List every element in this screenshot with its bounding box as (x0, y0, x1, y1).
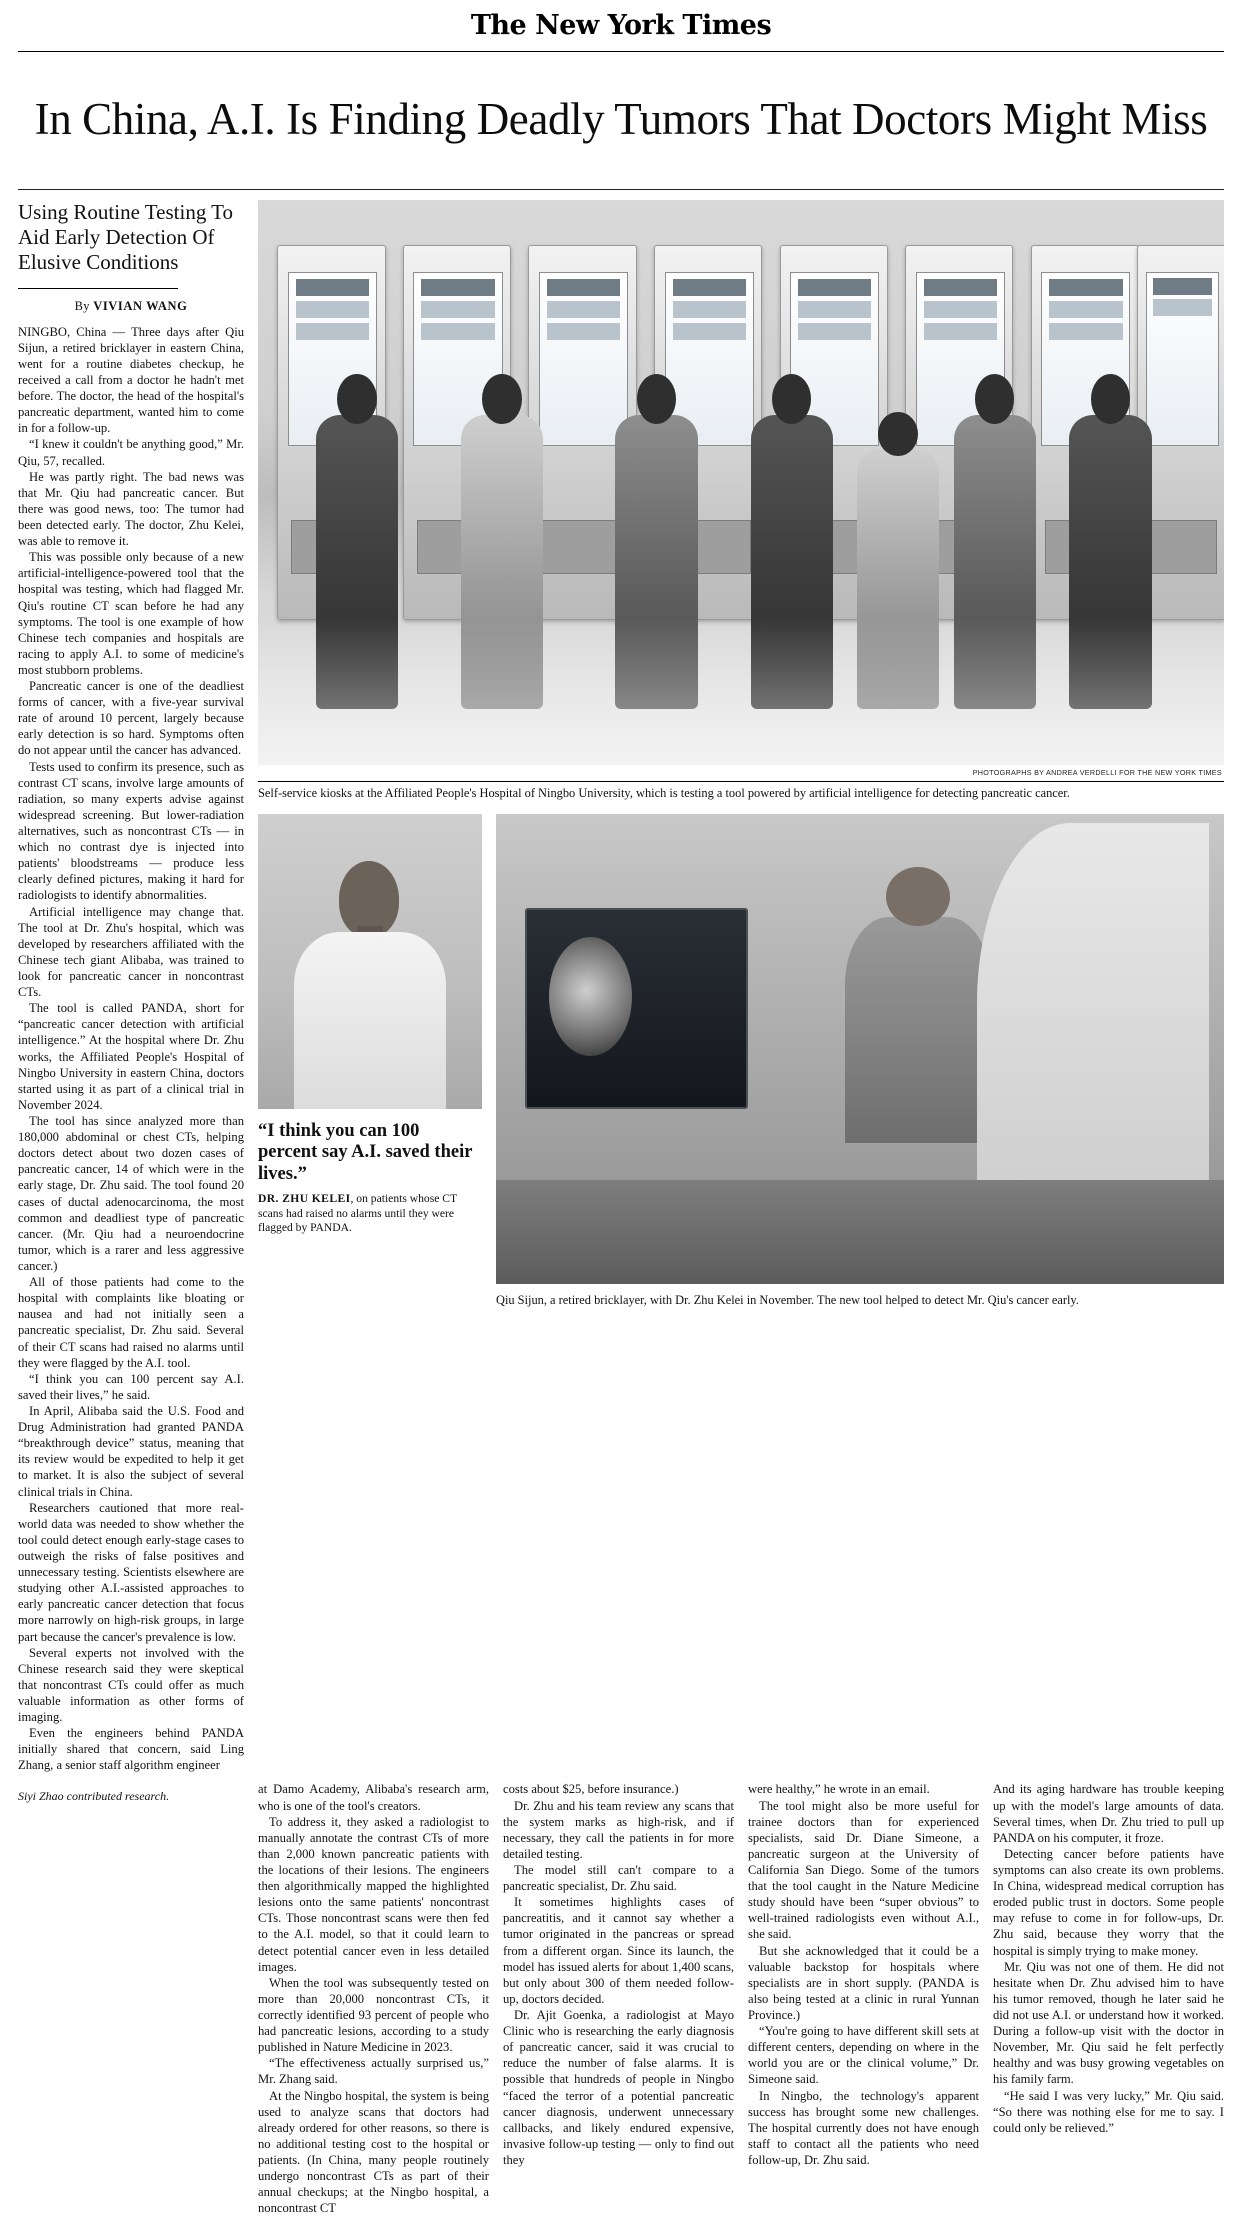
paragraph: This was possible only because of a new artificial-intelligence-powered tool that the hospital was testing, which had flagged Mr. Qiu's routine CT scan before he had any symptoms. The tool is one example of how Chinese tech companies and hospitals are racing to apply A.I. to some of medicine's most stubborn problems. (18, 550, 244, 677)
paragraph: The model still can't compare to a pancreatic specialist, Dr. Zhu said. (503, 1863, 734, 1894)
paragraph: at Damo Academy, Alibaba's research arm, who is one of the tool's creators. (258, 1782, 489, 1813)
photo-caption: Self-service kiosks at the Affiliated People's Hospital of Ningbo University, which is testing a tool powered by artificial intelligence for detecting pancreatic cancer. (258, 781, 1224, 802)
clinic-block (496, 814, 1224, 1309)
paragraph: The tool might also be more useful for trainee doctors than for experienced specialists, said Dr. Diane Simeone, a pancreatic surgeon at the University of California San Diego. Some of the tumors that the tool caught in the Nature Medicine study should have been “super obvious” to well-trained radiologists even without A.I., she said. (748, 1798, 979, 1942)
paragraph: All of those patients had come to the hospital with complaints like bloating or nausea and had not initially seen a pancreatic specialist, Dr. Zhu said. Several of their CT scans had raised no alarms until they were flagged by the A.I. tool. (18, 1275, 244, 1370)
paragraph: To address it, they asked a radiologist to manually annotate the contrast CTs of more than 2,000 known pancreatic patients with the locations of their lesions. The engineers then algorithmically mapped the highlighted lesions onto the same patients' noncontrast CTs. Those noncontrast scans were then fed to the A.I. model, so that it could learn to detect potential cancer even in less detailed images. (258, 1814, 489, 1974)
deck-rule (18, 288, 178, 289)
lower-column-spacer (18, 1781, 244, 2216)
paragraph: When the tool was subsequently tested on more than 20,000 noncontrast CTs, it correctly identified 93 percent of people who had pancreatic lesions, according to a study published in Nature Medicine in 2023. (258, 1975, 489, 2055)
paragraph: costs about $25, before insurance.) (503, 1782, 679, 1797)
paragraph: And its aging hardware has trouble keeping up with the model's large amounts of data. Several times, when Dr. Zhu tried to pull up PANDA on his computer, it froze. (993, 1782, 1224, 1845)
paragraph: In April, Alibaba said the U.S. Food and Drug Administration had granted PANDA “breakthrough device” status, meaning that its review would be expedited to help it get to market. It is also the subject of several clinical trials in China. (18, 1403, 244, 1499)
paragraph: NINGBO, China — Three days after Qiu Sijun, a retired bricklayer in eastern China, went for a routine diabetes checkup, he received a call from a doctor he hadn't met before. The doctor, the head of the hospital's pancreatic department, wanted him to come in for a follow-up. (18, 324, 244, 436)
paragraph: Artificial intelligence may change that. The tool at Dr. Zhu's hospital, which was developed by researchers affiliated with the Chinese tech giant Alibaba, was trained to look for pancreatic cancer in noncontrast CTs. (18, 904, 244, 1000)
paragraph: But she acknowledged that it could be a valuable backstop for hospitals where specialists are in short supply. (PANDA is also being tested at a clinic in rural Yunnan Province.) (748, 1943, 979, 2023)
paragraph: Even the engineers behind PANDA initially shared that concern, said Ling Zhang, a senior staff algorithm engineer (18, 1726, 244, 1773)
paragraph: Dr. Zhu and his team review any scans that the system marks as high-risk, and if necessary, they call the patients in for more detailed testing. (503, 1798, 734, 1861)
article-column-5 (993, 1781, 1224, 2216)
photo-kiosks (258, 200, 1224, 765)
byline-author: VIVIAN WANG (93, 298, 188, 313)
nyt-logo: The New York Times (470, 10, 772, 41)
paragraph: Pancreatic cancer is one of the deadliest forms of cancer, with a five-year survival rate of around 10 percent, largely because early detection is so hard. Symptoms often do not appear until the cancer has advanced. (18, 679, 244, 758)
paragraph: were healthy,” he wrote in an email. (748, 1782, 930, 1797)
paragraph: The tool is called PANDA, short for “pancreatic cancer detection with artificial intelligence.” At the hospital where Dr. Zhu works, the Affiliated People's Hospital of Ningbo University in eastern China, doctors started using it as part of a clinical trial in November 2024. (18, 1001, 244, 1112)
pull-quote-context: , on patients whose CT scans had raised no alarms until they were flagged by PANDA. (258, 1192, 457, 1235)
paragraph: Dr. Ajit Goenka, a radiologist at Mayo Clinic who is researching the early diagnosis of pancreatic cancer, said it was crucial to reduce the number of false alarms. It is possible that hundreds of people in Ningbo “faced the terror of a potential pancreatic cancer diagnosis, underwent unnecessary callbacks, and likely endured expensive, invasive follow-up testing — only to find out they (503, 2008, 734, 2167)
byline (18, 299, 244, 314)
deck-subhead: Using Routine Testing To Aid Early Detection Of Elusive Conditions (18, 200, 234, 275)
paragraph: “You're going to have different skill sets at different centers, depending on where in the world you are or the clinical volume,” Dr. Simeone said. (748, 2024, 979, 2087)
kiosk-scene (258, 200, 1224, 765)
paragraph: “I knew it couldn't be anything good,” Mr. Qiu, 57, recalled. (18, 437, 244, 468)
paragraph: Mr. Qiu was not one of them. He did not hesitate when Dr. Zhu advised him to have his tumor removed, though he later said he did not use A.I. or understand how it worked. During a follow-up visit with the doctor in November, Mr. Qiu said he felt perfectly healthy and was busy growing vegetables on his family farm. (993, 1959, 1224, 2087)
paragraph: “The effectiveness actually surprised us,” Mr. Zhang said. (258, 2056, 489, 2087)
article-column-1 (18, 324, 244, 1774)
pull-quote-attribution (258, 1192, 482, 1235)
article-column-4 (748, 1781, 979, 2216)
paragraph: He was partly right. The bad news was that Mr. Qiu had pancreatic cancer. But there was good news, too: The tumor had been detected early. The doctor, Zhu Kelei, was able to remove it. (18, 469, 244, 549)
photo-clinic (496, 814, 1224, 1284)
paragraph: At the Ningbo hospital, the system is being used to analyze scans that doctors had already ordered for other reasons, so there is no additional testing cost to the hospital or patients. (In China, many people routinely undergo noncontrast CTs as part of their annual checkups; at the Ningbo hospital, a noncontrast CT (258, 2088, 489, 2216)
paragraph: In Ningbo, the technology's apparent success has brought some new challenges. The hospital currently does not have enough staff to contact all the patients who need follow-up, Dr. Zhu said. (748, 2088, 979, 2167)
article-column-3 (503, 1781, 734, 2216)
paragraph: Several experts not involved with the Chinese research said they were skeptical that noncontrast CTs could offer as much valuable information as other forms of imaging. (18, 1645, 244, 1725)
paragraph: Tests used to confirm its presence, such as contrast CT scans, involve large amounts of radiation, so many experts advise against widespread screening. But lower-radiation alternatives, such as noncontrast CTs — in which no contrast dye is injected into patients' bloodstreams — produce less clearly defined pictures, making it hard for radiologists to identify abnormalities. (18, 759, 244, 903)
photo-caption: Qiu Sijun, a retired bricklayer, with Dr. Zhu Kelei in November. The new tool helped to detect Mr. Qiu's cancer early. (496, 1292, 1079, 1307)
photo-credit: PHOTOGRAPHS BY ANDREA VERDELLI FOR THE NEW YORK TIMES (972, 768, 1222, 778)
paragraph: “He said I was very lucky,” Mr. Qiu said. “So there was nothing else for me to say. I could only be relieved.” (993, 2088, 1224, 2135)
paragraph: It sometimes highlights cases of pancreatitis, and it cannot say whether a tumor originated in the pancreas or spread from a different organ. Since its launch, the model has issued alerts for about 1,400 scans, but only about 300 of them needed follow-up, doctors decided. (503, 1895, 734, 2006)
headline-block (0, 52, 1242, 179)
paragraph: “I think you can 100 percent say A.I. saved their lives,” he said. (18, 1371, 244, 1402)
masthead (0, 0, 1242, 47)
paragraph: Researchers cautioned that more real-world data was needed to show whether the tool could detect enough early-stage cases to outweigh the risks of false positives and unnecessary testing. Scientists elsewhere are studying other A.I.-assisted approaches to early pancreatic cancer detection that focus more narrowly on high-risk groups, in large part because the cancer's prevalence is low. (18, 1500, 244, 1644)
portrait-block (258, 814, 482, 1309)
article-column-2 (258, 1781, 489, 2216)
contributor-note: Siyi Zhao contributed research. (18, 1789, 170, 1804)
pull-quote: “I think you can 100 percent say A.I. saved their lives.” (258, 1120, 473, 1185)
lower-section (0, 1773, 1242, 2232)
photo-portrait (258, 814, 482, 1109)
portrait-scene (258, 814, 482, 1109)
left-column (18, 200, 244, 1773)
right-column (258, 200, 1224, 1773)
upper-section (0, 190, 1242, 1773)
clinic-scene (496, 814, 1224, 1284)
paragraph: Detecting cancer before patients have symptoms can also create its own problems. In China, widespread medical corruption has eroded public trust in doctors. Some people may refuse to come in for follow-ups, Dr. Zhu said, because they worry that the hospital is simply trying to make money. (993, 1846, 1224, 1958)
pull-quote-author: DR. ZHU KELEI (258, 1192, 351, 1206)
page-title: In China, A.I. Is Finding Deadly Tumors That Doctors Might Miss (34, 94, 1208, 145)
second-photo-row (258, 814, 1224, 1309)
paragraph: The tool has since analyzed more than 180,000 abdominal or chest CTs, helping doctors detect about two dozen cases of pancreatic cancer, 14 of which were in the early stage, Dr. Zhu said. The tool found 20 cases of ductal adenocarcinoma, the most common and deadliest type of pancreatic cancer. (Mr. Qiu had a neuroendocrine tumor, which is a rarer and less aggressive cancer.) (18, 1114, 244, 1273)
byline-prefix: By (74, 298, 90, 313)
